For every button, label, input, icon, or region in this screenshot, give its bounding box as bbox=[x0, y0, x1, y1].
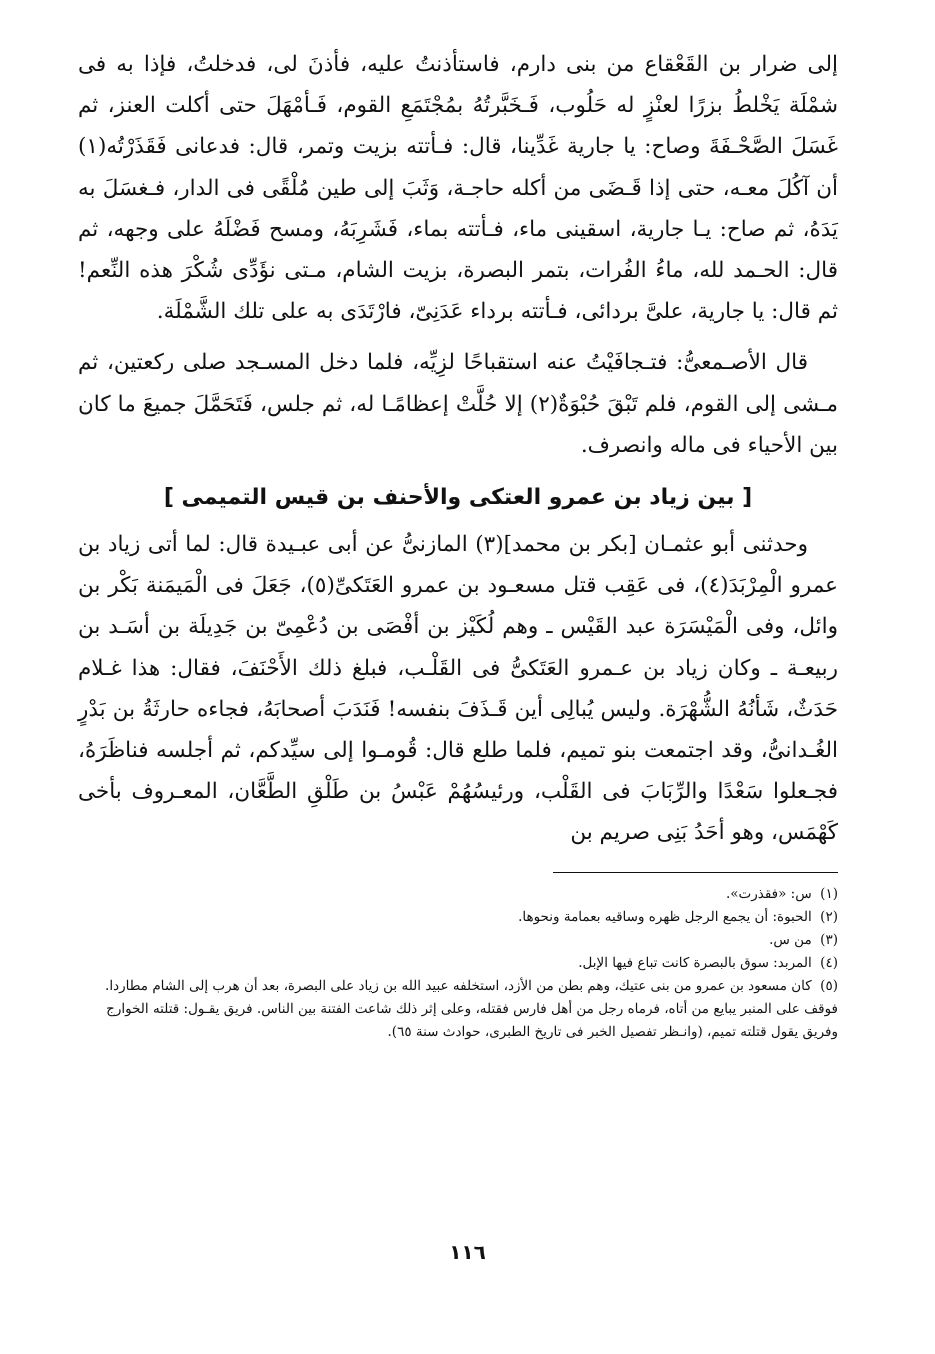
footnote-number: (٤) bbox=[820, 954, 838, 971]
footnote-3 bbox=[78, 929, 838, 952]
paragraph-2: قال الأصـمعىُّ: فتـجافَيْتُ عنه استقباحًا لزِيِّه، فلما دخل المسـجد صلى ركعتين، ثم مـشى إلى القوم، فلم تَبْقَ حُبْوَةٌ(٢) إلا حُلَّتْ إعظامًـا له، ثم جلس، فَتَحَمَّلَ جميعَ ما كان بين الأحياء فى ماله وانصرف. bbox=[78, 350, 838, 458]
footnote-number: (٣) bbox=[820, 931, 838, 948]
footnote-text: من س. bbox=[769, 931, 812, 948]
footnote-1 bbox=[78, 883, 838, 906]
footnote-number: (١) bbox=[820, 885, 838, 902]
footnote-text: الحبوة: أن يجمع الرجل ظهره وساقيه بعمامة ونحوها. bbox=[518, 908, 812, 925]
footnote-number: (٢) bbox=[820, 908, 838, 925]
footnote-text: كان مسعود بن عمرو من بنى عتيك، وهم بطن من الأزد، استخلفه عبيد الله بن زياد على البصرة، بعد أن هرب إلى الشام مطاردا. فوقف على المنبر يبايع من أتاه، فرماه رجل من أهل فارس فقتله، وعلى إثر ذلك شاعت الفتنة بين الناس. فريق يقـول: قتلته الخوارج وفريق يقول قتلته تميم، (وانـظر تفصيل الخبر فى تاريخ الطبرى، حوادث سنة ٦٥). bbox=[105, 977, 838, 1040]
main-text bbox=[78, 44, 838, 854]
footnote-text: المربد: سوق بالبصرة كانت تباع فيها الإبل. bbox=[578, 954, 812, 971]
footnote-4 bbox=[78, 952, 838, 975]
footnote-text: س: «فقذرت». bbox=[725, 885, 812, 902]
paragraph-3: وحدثنى أبو عثمـان [بكر بن محمد](٣) المازنىُّ عن أبى عبـيدة قال: لما أتى زياد بن عمرو الْمِرْبَدَ(٤)، فى عَقِب قتل مسعـود بن عمرو العَتَكىِّ(٥)، جَعَلَ فى الْمَيمَنة بَكْر بن وائل، وفى الْمَيْسَرَة عبد القَيْس ـ وهم لُكَيْز بن أفْصَى بن دُعْمِىّ بن جَدِيلَة بن أسَـد بن ربيعـة ـ وكان زياد بن عـمرو العَتَكىُّ فى القَلْـب، فبلغ ذلك الأَحْنَفَ، فقال: هذا غـلام حَدَثٌ، شَأنُهُ الشُّهْرَة. وليس يُبالِى أين قَـذَفَ بنفسه! فَنَدَبَ أصحابَهُ، فجاءه حارثَةُ بن بَدْرٍ الغُـدانىُّ، وقد اجتمعت بنو تميم، فلما طلع قال: قُومـوا إلى سيِّدكم، ثم أجلسه فناظَرَهُ، فجـعلوا سَعْدًا والرِّبَابَ فى القَلْب، ورئيسُهُمْ عَبْسُ بن طَلْقِ الطَّعَّان، المعـروف بأخى كَهْمَس، وهو أحَدُ بَنِى صريم بن bbox=[78, 532, 838, 846]
footnotes bbox=[78, 883, 838, 1044]
footnote-5 bbox=[78, 975, 838, 1044]
footnote-separator bbox=[553, 872, 838, 873]
footnote-number: (٥) bbox=[820, 977, 838, 994]
page-number: ١١٦ bbox=[449, 1240, 486, 1264]
paragraph-1: إلى ضرار بن القَعْقاع من بنى دارم، فاستأذنتُ عليه، فأذنَ لى، فدخلتُ، فإذا به فى شمْلَة يَخْلطُ بزرًا لعنْزٍ له حَلُوب، فَـخَبَّرتُهُ بمُجْتَمَعِ القوم، فَـأمْهَلَ حتى أكلت العنز، ثم غَسَلَ الصَّحْـفَةَ وصاح: يا جارية غَدِّينا، قال: فـأتته بزيت وتمر، قال: فدعانى فَقَذَرْتُه(١) أن آكُلَ معـه، حتى إذا قَـضَى من أكله حاجـة، وَثَبَ إلى طين مُلْقًى فى الدار، فـغسَلَ به يَدَهُ، ثم صاح: يـا جارية، اسقينى ماء، فـأتته بماء، فَشَرِبَهُ، ومسح فَضْلَهُ على وجهه، ثم قال: الحـمد لله، ماءُ الفُرات، بتمر البصرة، بزيت الشام، مـتى نؤَدِّى شُكْرَ هذه النِّعم! ثم قال: يا جارية، علىَّ بردائى، فـأتته برداء عَدَنِىّ، فارْتَدَى به على تلك الشَّمْلَة. bbox=[78, 52, 838, 325]
book-page bbox=[78, 44, 838, 1044]
footnote-2 bbox=[78, 906, 838, 929]
section-heading: [ بين زياد بن عمرو العتكى والأحنف بن قيس التميمى ] bbox=[163, 485, 753, 511]
